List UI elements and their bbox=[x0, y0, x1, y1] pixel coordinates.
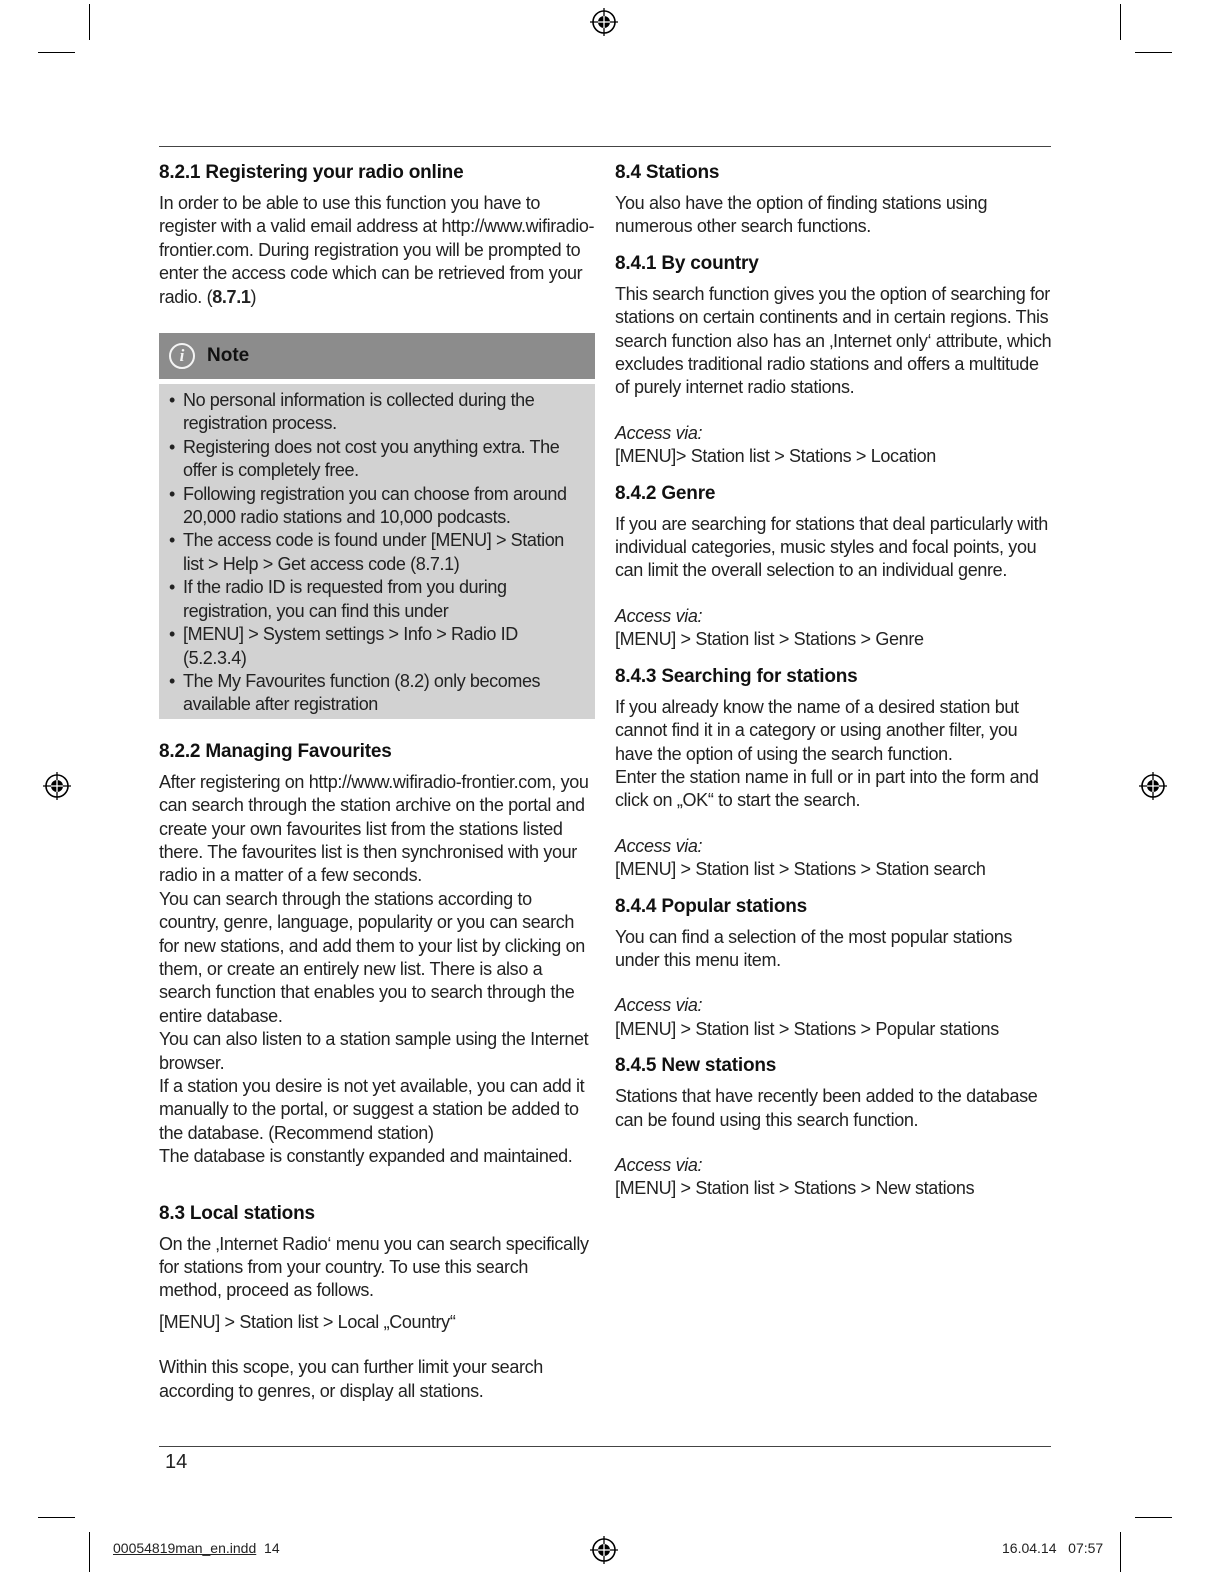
menu-path: [MENU] > Station list > Stations > Genre bbox=[615, 629, 924, 650]
access-via-text: Access via: bbox=[615, 605, 703, 626]
section-8-4-1 bbox=[615, 253, 1053, 469]
access-via-text: Access via: bbox=[615, 995, 703, 1016]
menu-path: [MENU] > Station list > Stations > Popular stations bbox=[615, 1018, 999, 1039]
crop-mark bbox=[1135, 52, 1172, 53]
note-item: • The access code is found under [MENU] > Station list > Help > Get access code (8.7.1) bbox=[169, 529, 585, 576]
info-icon: i bbox=[169, 343, 195, 369]
section-8-4-2 bbox=[615, 483, 1053, 652]
section-title: 8.4.5 New stations bbox=[615, 1055, 777, 1077]
footer-rule bbox=[159, 1446, 1051, 1447]
access-via-label bbox=[615, 605, 1053, 628]
section-paragraph: Within this scope, you can further limit your search according to genres, or display all stations. bbox=[159, 1357, 543, 1401]
section-reference: 8.7.1 bbox=[212, 286, 251, 307]
print-time: 07:57 bbox=[1068, 1540, 1104, 1556]
access-via-label bbox=[615, 835, 1053, 858]
section-8-2-1 bbox=[159, 162, 595, 309]
header-rule bbox=[159, 146, 1051, 147]
crop-mark bbox=[1135, 1517, 1172, 1518]
section-8-4-5 bbox=[615, 1055, 1053, 1201]
menu-path: [MENU]> Station list > Stations > Location bbox=[615, 446, 936, 467]
crop-mark bbox=[89, 1532, 90, 1572]
section-title: 8.4.2 Genre bbox=[615, 482, 716, 504]
menu-path: [MENU] > Station list > Stations > New stations bbox=[615, 1178, 975, 1199]
section-paragraph: This search function gives you the option of searching for stations on certain continents and in certain regions. This search function also has an ‚Internet only‘ attribute, which excludes traditional radio stations and offers a multitude of purely internet radio stations. bbox=[615, 283, 1052, 398]
menu-path: [MENU] > Station list > Local „Country“ bbox=[159, 1311, 456, 1332]
section-paragraph: You can search through the stations according to country, genre, language, popularity or you can search for new stations, and add them to your list by clicking on them, or create an entirely new list. There is also a search function that enables you to search through the entire database. bbox=[159, 888, 585, 1026]
left-column bbox=[159, 162, 595, 1403]
note-box bbox=[159, 333, 595, 719]
note-body bbox=[159, 384, 595, 719]
section-paragraph: You also have the option of finding stations using numerous other search functions. bbox=[615, 193, 988, 237]
print-slug-timestamp bbox=[1002, 1540, 1103, 1556]
access-via-label bbox=[615, 1154, 1053, 1177]
crop-mark bbox=[1120, 1532, 1121, 1572]
print-slug-file bbox=[113, 1540, 280, 1556]
page-number: 14 bbox=[165, 1451, 188, 1473]
right-column bbox=[615, 162, 1053, 1201]
note-item: • [MENU] > System settings > Info > Radio ID (5.2.3.4) bbox=[169, 623, 585, 670]
section-paragraph: If you are searching for stations that deal particularly with individual categories, music styles and focal points, you can limit the overall selection to an individual genre. bbox=[615, 513, 1048, 581]
crop-mark bbox=[1120, 4, 1121, 40]
menu-path: [MENU] > Station list > Stations > Station search bbox=[615, 859, 986, 880]
access-via-text: Access via: bbox=[615, 835, 703, 856]
section-paragraph: Enter the station name in full or in part into the form and click on „OK“ to start the search. bbox=[615, 766, 1039, 811]
section-paragraph: You can find a selection of the most popular stations under this menu item. bbox=[615, 926, 1013, 970]
section-8-2-2 bbox=[159, 741, 595, 1169]
access-via-label bbox=[615, 994, 1053, 1017]
note-list bbox=[169, 389, 585, 717]
section-paragraph: If you already know the name of a desired station but cannot find it in a category or using another filter, you have the option of using the search function. bbox=[615, 696, 1019, 764]
file-page: 14 bbox=[264, 1540, 280, 1556]
access-via-text: Access via: bbox=[615, 422, 703, 443]
file-name: 00054819man_en.indd bbox=[113, 1540, 257, 1556]
note-header bbox=[159, 333, 595, 379]
paragraph-text: ) bbox=[250, 286, 257, 307]
crop-mark bbox=[38, 1517, 75, 1518]
section-title: 8.4.3 Searching for stations bbox=[615, 665, 858, 687]
section-paragraph: If a station you desire is not yet available, you can add it manually to the portal, or suggest a station be added to the database. (Recommend station) bbox=[159, 1076, 585, 1143]
print-date: 16.04.14 bbox=[1002, 1540, 1057, 1556]
note-item: • The My Favourites function (8.2) only becomes available after registration bbox=[169, 670, 585, 717]
note-title: Note bbox=[207, 345, 250, 367]
access-via-text: Access via: bbox=[615, 1154, 703, 1175]
section-title: 8.3 Local stations bbox=[159, 1202, 315, 1224]
section-paragraph: The database is constantly expanded and maintained. bbox=[159, 1146, 573, 1167]
section-8-4-4 bbox=[615, 896, 1053, 1042]
access-via-label bbox=[615, 422, 1053, 445]
note-item: • If the radio ID is requested from you during registration, you can find this under bbox=[169, 576, 585, 623]
paragraph-text: In order to be able to use this function you have to register with a valid email address at http://www.wifiradio-frontier.com. During registration you will be prompted to enter the access code which can be retrieved from your radio. ( bbox=[159, 193, 595, 307]
registration-mark-icon bbox=[43, 772, 71, 800]
section-8-4 bbox=[615, 162, 1053, 239]
section-title: 8.4 Stations bbox=[615, 162, 720, 183]
crop-mark bbox=[89, 4, 90, 40]
registration-mark-icon bbox=[590, 8, 618, 36]
registration-mark-icon bbox=[590, 1536, 618, 1564]
section-paragraph: Stations that have recently been added to the database can be found using this search function. bbox=[615, 1086, 1038, 1130]
crop-mark bbox=[38, 52, 75, 53]
section-title: 8.2.2 Managing Favourites bbox=[159, 740, 392, 762]
section-title: 8.4.4 Popular stations bbox=[615, 895, 807, 917]
section-paragraph: On the ‚Internet Radio‘ menu you can search specifically for stations from your country. To use this search method, proceed as follows. bbox=[159, 1233, 589, 1301]
section-title: 8.4.1 By country bbox=[615, 252, 759, 274]
section-paragraph: You can also listen to a station sample using the Internet browser. bbox=[159, 1029, 589, 1073]
section-paragraph bbox=[159, 192, 595, 309]
section-paragraph: After registering on http://www.wifiradio-frontier.com, you can search through the station archive on the portal and create your own favourites list from the stations listed there. The favourites list is then synchronised with your radio in a matter of a few seconds. bbox=[159, 771, 589, 886]
registration-mark-icon bbox=[1139, 772, 1167, 800]
note-item: • Registering does not cost you anything extra. The offer is completely free. bbox=[169, 436, 585, 483]
note-item: • No personal information is collected during the registration process. bbox=[169, 389, 585, 436]
section-8-4-3 bbox=[615, 666, 1053, 882]
note-item: • Following registration you can choose from around 20,000 radio stations and 10,000 podcasts. bbox=[169, 483, 585, 530]
section-title: 8.2.1 Registering your radio online bbox=[159, 162, 464, 183]
section-8-3 bbox=[159, 1203, 595, 1403]
